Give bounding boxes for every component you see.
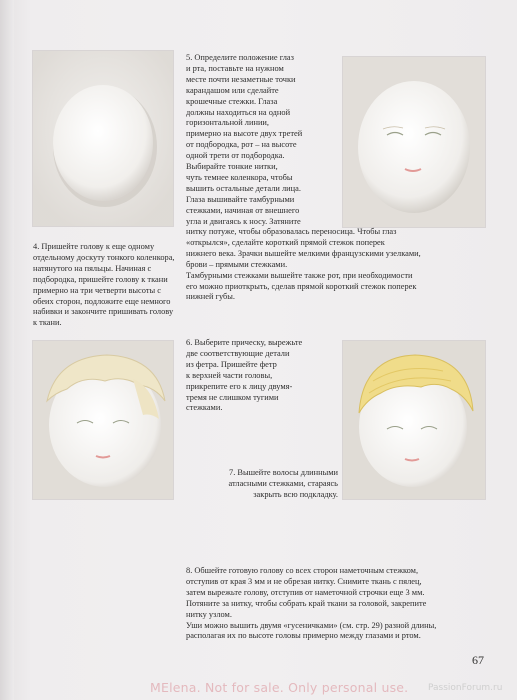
step-4-text	[33, 242, 179, 329]
step-7-line: закрыть всю подкладку.	[253, 489, 338, 499]
step-5-line: примерно на высоте двух третей	[186, 129, 303, 139]
photo-felt-hair	[32, 340, 174, 500]
step-6-line: из фетра. Пришейте фетр	[186, 359, 277, 369]
step-8-text	[186, 566, 486, 642]
step-8-line: 8. Обшейте готовую голову со всех сторон наметочным стежком,	[186, 566, 419, 575]
photo-embroidered-hair	[342, 340, 486, 500]
photo-blank-head	[32, 50, 174, 227]
step-5-line: горизонтальной линии,	[186, 118, 270, 128]
step-8-line: отступив от края 3 мм и не обрезая нитку. Снимите ткань с пялец,	[186, 576, 422, 586]
step-5-line: от подбородка, рот – на высоте	[186, 140, 297, 150]
step-5-line: нижнего века. Зрачки вышейте мелкими французскими узелками,	[186, 248, 421, 258]
step-5-line: чуть темнее коленкора, чтобы	[186, 172, 293, 182]
step-5-line: и рта, поставьте на нужном	[186, 63, 284, 73]
step-5-line: нижней губы.	[186, 292, 236, 302]
step-8-line: располагая их по высоте головы примерно между глазами и ртом.	[186, 631, 421, 641]
step-6-line: 6. Выберите прическу, вырежьте	[186, 338, 303, 347]
step-5-line: нитку потуже, чтобы образовалась переносица. Чтобы глаз	[186, 227, 397, 236]
step-8-line: Уши можно вышить двумя «гусеничками» (см. стр. 29) разной длины,	[186, 620, 437, 630]
page-gutter-shadow	[0, 0, 14, 700]
step-7-line: 7. Вышейте волосы длинными	[229, 468, 338, 477]
step-5-line: 5. Определите положение глаз	[186, 53, 294, 62]
step-8-line: нитку узлом.	[186, 609, 232, 619]
step-8-line: Потяните за нитку, чтобы собрать край ткани за головой, закрепите	[186, 598, 427, 608]
step-5-line: Выбирайте тонкие нитки,	[186, 162, 278, 172]
step-5-line: Тамбурными стежками вышейте также рот, при необходимости	[186, 270, 413, 280]
step-5-line: его можно приоткрыть, сделав прямой короткий стежок поперек	[186, 281, 417, 291]
step-5-line: брови – прямыми стежками.	[186, 259, 288, 269]
step-6-line: прикрепите его к лицу двумя-	[186, 381, 293, 391]
step-5-continued-text	[186, 227, 486, 303]
watermark-site: PassionForum.ru	[428, 683, 503, 693]
step-5-line: Глаза вышивайте тамбурными	[186, 194, 295, 204]
step-5-line: угла и двигаясь к носу. Затяните	[186, 216, 301, 226]
step-5-text	[186, 53, 342, 228]
step-5-line: месте почти незаметные точки	[186, 74, 296, 84]
step-6-line: тремя не слишком тугими	[186, 392, 279, 402]
step-6-line: к верхней части головы,	[186, 370, 273, 380]
step-5-line: крошечные стежки. Глаза	[186, 96, 278, 106]
page-number: 67	[472, 653, 484, 667]
step-7-line: атласными стежками, стараясь	[228, 478, 338, 488]
step-6-line: две соответствующие детали	[186, 348, 290, 358]
step-6-text	[186, 338, 342, 414]
step-5-line: вышить остальные детали лица.	[186, 183, 301, 193]
step-5-line: одной трети от подбородка.	[186, 151, 285, 161]
step-5-line: стежками, начиная от внешнего	[186, 205, 300, 215]
step-4-paragraph: 4. Пришейте голову к еще одному отдельному доскуту тонкого коленкора, натянутого на пяльцы. Начиная с подбородка, пришейте голову к ткани примерно на три четверти высоты с обеих сторон, подложите еще немного набивки и закончите пришивать голову к ткани.	[33, 242, 175, 328]
step-5-line: «открылся», сделайте короткий прямой стежок поперек	[186, 237, 385, 247]
step-8-line: затем вырежьте голову, отступив от наметочной строчки еще 3 мм.	[186, 587, 425, 597]
step-6-line: стежками.	[186, 403, 223, 413]
photo-face-embroidered	[342, 56, 486, 228]
watermark-text: MElena. Not for sale. Only personal use.	[150, 680, 409, 695]
step-5-line: карандашом или сделайте	[186, 85, 279, 95]
step-7-text	[198, 468, 338, 501]
step-5-line: должны находиться на одной	[186, 107, 291, 117]
